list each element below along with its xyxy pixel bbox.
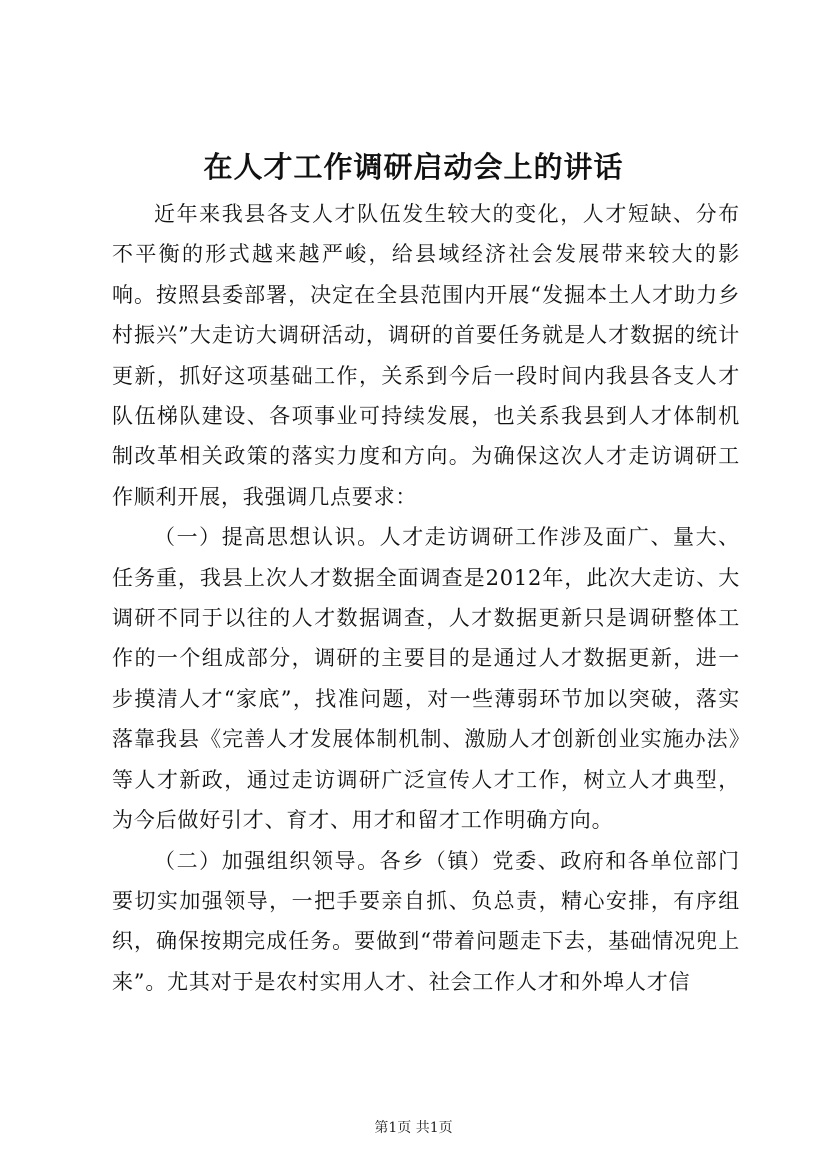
paragraph-intro: 近年来我县各支人才队伍发生较大的变化，人才短缺、分布不平衡的形式越来越严峻，给县域经济社会发展带来较大的影响。按照县委部署，决定在全县范围内开展“发掘本土人才助力乡村振兴”大走访大调研活动，调研的首要任务就是人才数据的统计更新，抓好这项基础工作，关系到今后一段时间内我县各支人才队伍梯队建设、各项事业可持续发展，也关系我县到人才体制机制改革相关政策的落实力度和方向。为确保这次人才走访调研工作顺利开展，我强调几点要求： — [112, 202, 740, 509]
document-body — [112, 194, 740, 1002]
page-title: 在人才工作调研启动会上的讲话 — [203, 150, 624, 184]
paragraph-point-two: （二）加强组织领导。各乡（镇）党委、政府和各单位部门要切实加强领导，一把手要亲自抓、负总责，精心安排，有序组织，确保按期完成任务。要做到“带着问题走下去，基础情况兜上来”。尤其对于是农村实用人才、社会工作人才和外埠人才信 — [112, 848, 740, 994]
page-footer: 第1页 共1页 — [374, 1120, 453, 1136]
paragraph-point-one: （一）提高思想认识。人才走访调研工作涉及面广、量大、任务重，我县上次人才数据全面调查是2012年，此次大走访、大调研不同于以往的人才数据调查，人才数据更新只是调研整体工作的一个组成部分，调研的主要目的是通过人才数据更新，进一步摸清人才“家底”，找准问题，对一些薄弱环节加以突破，落实落靠我县《完善人才发展体制机制、激励人才创新创业实施办法》等人才新政，通过走访调研广泛宣传人才工作，树立人才典型，为今后做好引才、育才、用才和留才工作明确方向。 — [112, 525, 740, 833]
